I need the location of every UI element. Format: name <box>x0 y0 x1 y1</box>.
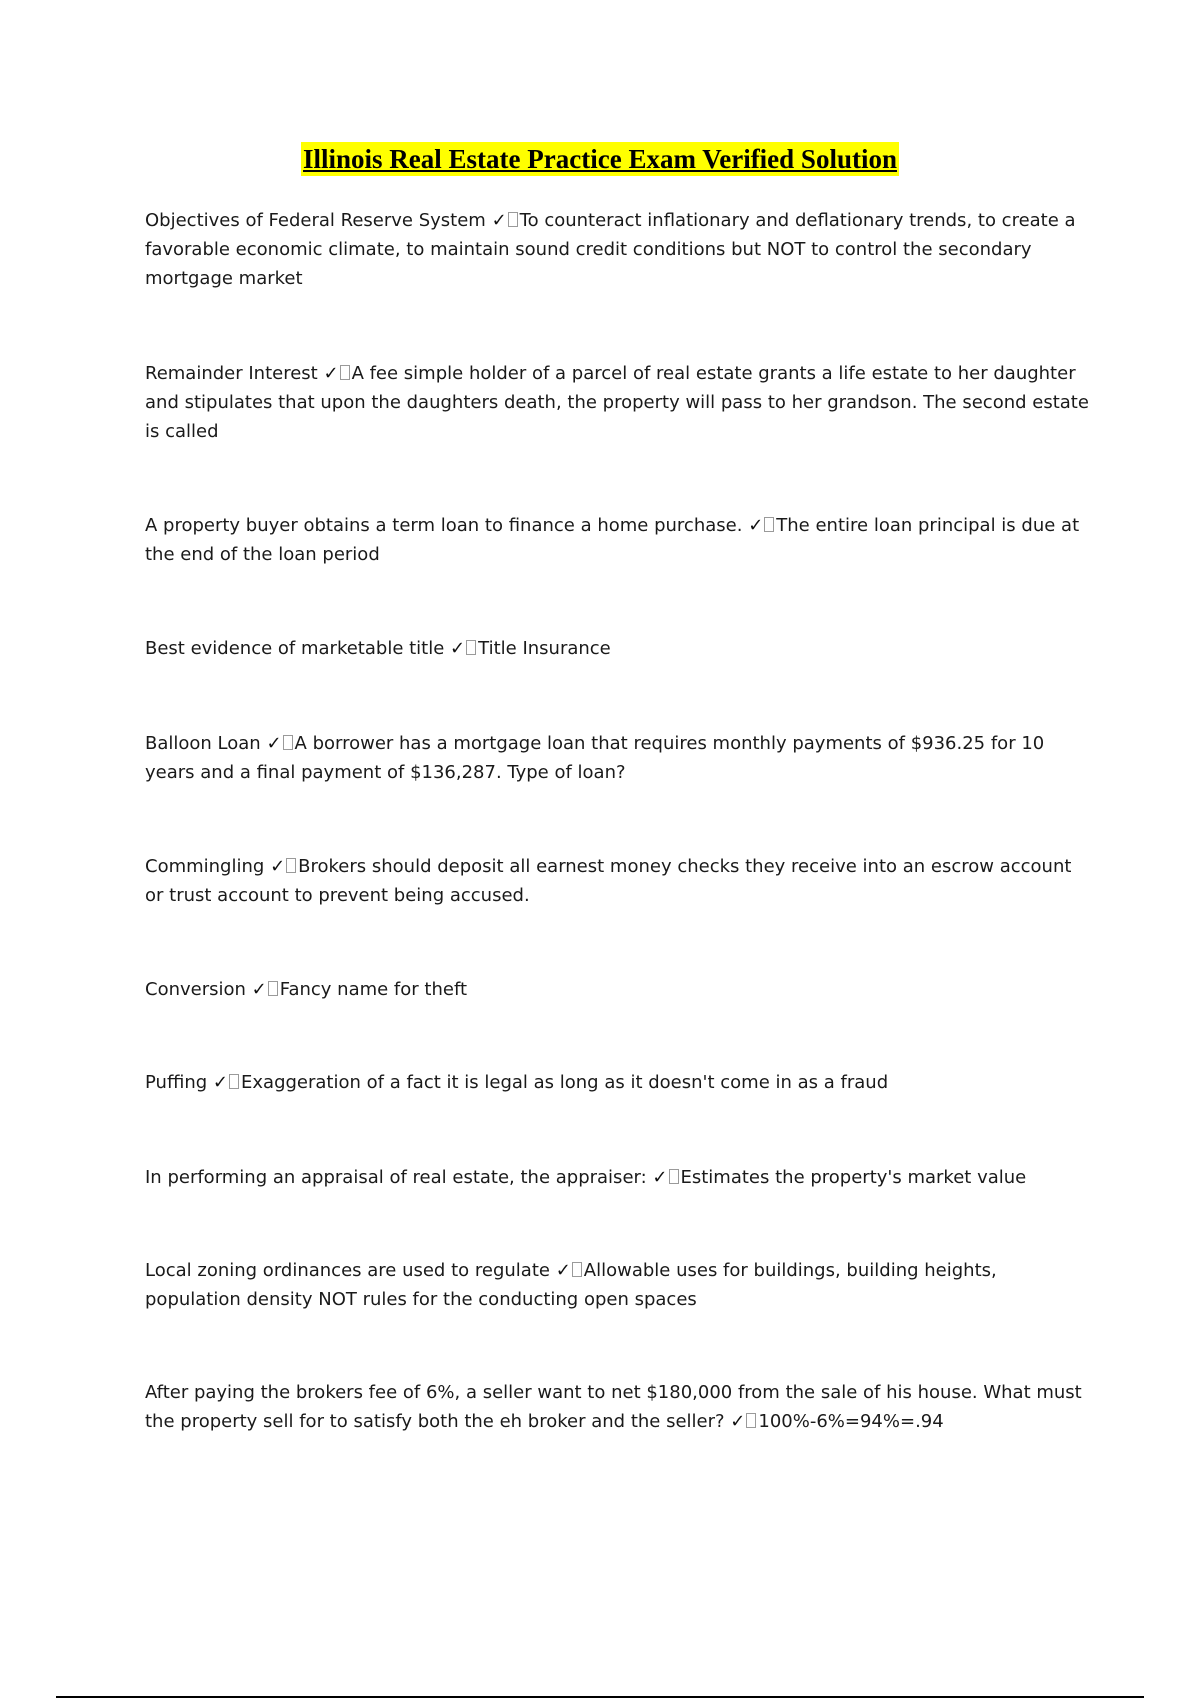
question-text: Objectives of Federal Reserve System <box>145 210 486 231</box>
box-glyph-icon <box>508 212 518 227</box>
qa-item-conversion <box>145 975 1090 1004</box>
check-icon: ✓ <box>212 1072 229 1093</box>
question-text: A property buyer obtains a term loan to finance a home purchase. <box>145 515 743 536</box>
box-glyph-icon <box>286 858 296 873</box>
box-glyph-icon <box>283 735 293 750</box>
title-container <box>0 142 1200 176</box>
qa-item-appraisal <box>145 1163 1090 1192</box>
check-icon: ✓ <box>748 515 764 536</box>
check-icon: ✓ <box>652 1167 668 1188</box>
answer-text: 100%-6%=94%=.94 <box>758 1411 944 1432</box>
check-icon: ✓ <box>491 210 507 231</box>
qa-item-marketable-title <box>145 634 1090 663</box>
question-text: Commingling <box>145 856 265 877</box>
box-glyph-icon <box>669 1169 679 1184</box>
answer-text: Fancy name for theft <box>279 979 468 1000</box>
qa-item-zoning <box>145 1256 1090 1314</box>
qa-item-remainder-interest <box>145 359 1090 446</box>
box-glyph-icon <box>466 640 476 655</box>
check-icon: ✓ <box>251 979 267 1000</box>
answer-text: Exaggeration of a fact it is legal as long as it doesn't come in as a fraud <box>241 1072 889 1093</box>
qa-item-brokers-fee <box>145 1378 1090 1436</box>
answer-text: The entire loan principal is due at the end of the loan period <box>145 515 1080 565</box>
question-text: Best evidence of marketable title <box>145 638 445 659</box>
answer-text: To counteract inflationary and deflationary trends, to create a favorable economic climate, to maintain sound credit conditions but NOT to control the secondary mortgage market <box>145 210 1076 289</box>
question-text: Balloon Loan <box>145 733 261 754</box>
check-icon: ✓ <box>555 1260 571 1281</box>
box-glyph-icon <box>764 517 774 532</box>
answer-text: Title Insurance <box>478 638 611 659</box>
check-icon: ✓ <box>266 733 282 754</box>
box-glyph-icon <box>229 1074 239 1089</box>
check-icon: ✓ <box>270 856 286 877</box>
box-glyph-icon <box>340 365 350 380</box>
answer-text: A borrower has a mortgage loan that requires monthly payments of $936.25 for 10 years and a final payment of $136,287. Type of loan? <box>145 733 1045 783</box>
question-text: Puffing <box>145 1072 208 1093</box>
box-glyph-icon <box>268 981 278 996</box>
qa-item-balloon-loan <box>145 729 1090 787</box>
question-text: In performing an appraisal of real estate, the appraiser: <box>145 1167 647 1188</box>
answer-text: Brokers should deposit all earnest money checks they receive into an escrow account or trust account to prevent being accused. <box>145 856 1072 906</box>
qa-item-puffing <box>145 1068 1090 1097</box>
answer-text: A fee simple holder of a parcel of real estate grants a life estate to her daughter and stipulates that upon the daughters death, the property will pass to her grandson. The second estate is called <box>145 363 1089 442</box>
document-title: Illinois Real Estate Practice Exam Verified Solution <box>303 144 897 174</box>
check-icon: ✓ <box>323 363 339 384</box>
page-bottom-rule <box>56 1696 1144 1698</box>
question-text: Remainder Interest <box>145 363 318 384</box>
box-glyph-icon <box>572 1262 582 1277</box>
question-text: Local zoning ordinances are used to regulate <box>145 1260 550 1281</box>
answer-text: Allowable uses for buildings, building heights, population density NOT rules for the conducting open spaces <box>145 1260 997 1310</box>
question-text: Conversion <box>145 979 246 1000</box>
qa-item-commingling <box>145 852 1090 910</box>
check-icon: ✓ <box>450 638 466 659</box>
answer-text: Estimates the property's market value <box>680 1167 1027 1188</box>
qa-item-term-loan <box>145 511 1090 569</box>
question-text: After paying the brokers fee of 6%, a seller want to net $180,000 from the sale of his house. What must the property sell for to satisfy both the eh broker and the seller? <box>145 1382 1082 1432</box>
qa-item-federal-reserve <box>145 206 1090 293</box>
check-icon: ✓ <box>730 1411 746 1432</box>
box-glyph-icon <box>746 1413 756 1428</box>
